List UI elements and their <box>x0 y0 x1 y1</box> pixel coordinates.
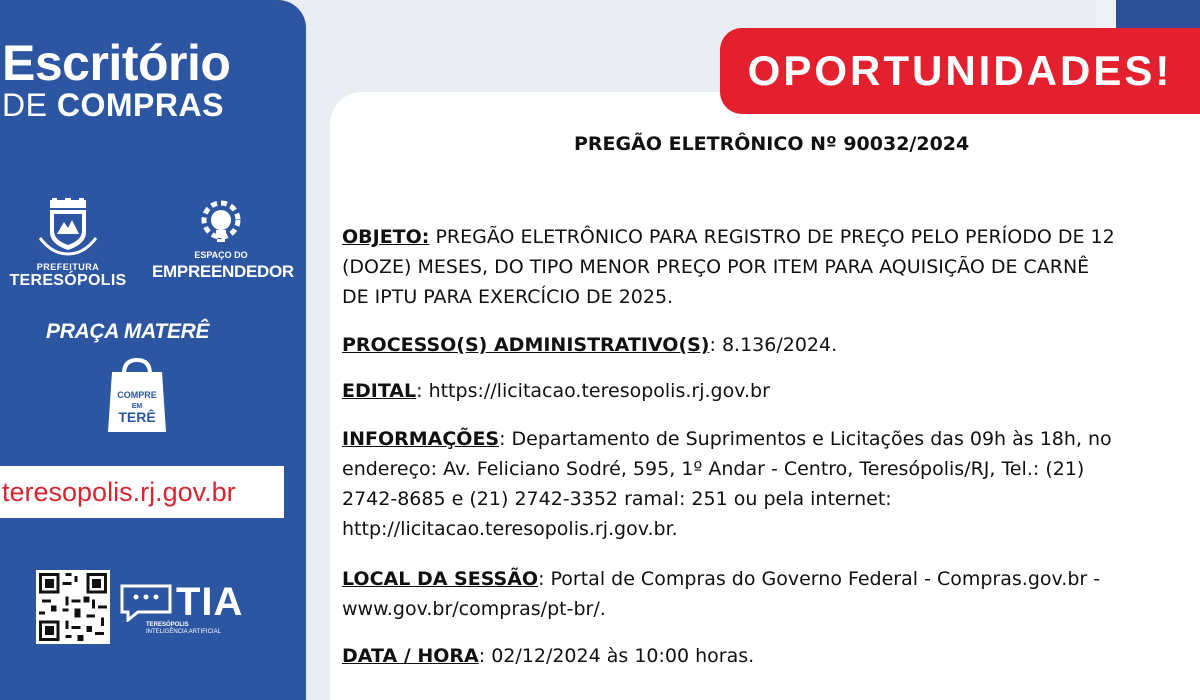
local-section <box>342 564 1200 624</box>
shopping-bag-icon <box>106 356 168 434</box>
processo-section <box>342 330 1200 360</box>
sidebar-panel <box>0 0 306 700</box>
espaco-empreendedor-logo <box>152 200 294 282</box>
info-line1 <box>342 424 1200 454</box>
qr-code <box>36 570 110 644</box>
brand-line2-prefix: DE <box>2 87 48 123</box>
local-text-2[interactable]: www.gov.br/compras/pt-br/. <box>342 598 606 620</box>
empreendedor-label: EMPREENDEDOR <box>152 262 294 281</box>
info-word: (21) <box>469 488 509 510</box>
brand-line2 <box>2 88 230 122</box>
page-title: PREGÃO ELETRÔNICO Nº 90032/2024 <box>574 133 970 155</box>
info-word: e <box>451 488 464 510</box>
info-word: ou <box>733 488 758 510</box>
bag-line3: TERÊ <box>118 409 156 425</box>
banner-text: OPORTUNIDADES! <box>747 47 1173 94</box>
tia-label: TIA <box>176 580 244 624</box>
info-word: pela <box>763 488 805 510</box>
objeto-line1 <box>342 222 1200 252</box>
oportunidades-banner <box>720 28 1200 114</box>
bag-line1: COMPRE <box>117 390 157 400</box>
prefeitura-logo <box>6 198 130 290</box>
tia-sub1: TERESÓPOLIS <box>146 622 189 628</box>
data-hora-section <box>342 641 1200 671</box>
coat-of-arms-icon <box>36 198 100 256</box>
info-line3 <box>342 484 1200 514</box>
objeto-label: OBJETO: <box>342 226 430 248</box>
local-line1 <box>342 564 1200 594</box>
tia-sub2: INTELIGÊNCIA ARTIFICIAL <box>146 629 221 635</box>
brand-line1: Escritório <box>2 35 231 91</box>
info-text-1: : Departamento de Suprimentos e Licitações das 09h às 18h, no <box>499 428 1112 450</box>
data-hora-label: DATA / HORA <box>342 645 479 667</box>
prefeitura-label: PREFEITURA <box>36 262 100 272</box>
info-label: INFORMAÇÕES <box>342 428 500 450</box>
edital-value[interactable]: : https://licitacao.teresopolis.rj.gov.br <box>416 380 770 402</box>
brand-line2-main: COMPRAS <box>56 87 224 123</box>
edital-section <box>342 376 1200 406</box>
website-link[interactable]: teresopolis.rj.gov.br <box>2 476 236 507</box>
info-word: internet: <box>810 488 892 510</box>
objeto-section <box>342 222 1200 312</box>
prefeitura-city: TERESÓPOLIS <box>9 272 127 289</box>
brand-logo <box>2 35 231 123</box>
processo-value: : 8.136/2024. <box>709 334 838 356</box>
objeto-text-1: PREGÃO ELETRÔNICO PARA REGISTRO DE PREÇO PELO PERÍODO DE 12 <box>435 226 1115 248</box>
espaco-label: ESPAÇO DO <box>194 250 248 260</box>
info-text-2: endereço: Av. Feliciano Sodré, 595, 1º Andar - Centro, Teresópolis/RJ, Tel.: (21) <box>342 458 1085 480</box>
data-hora-value: : 02/12/2024 às 10:00 horas. <box>478 645 755 667</box>
info-word: 2742-8685 <box>342 488 446 510</box>
info-text-4[interactable]: http://licitacao.teresopolis.rj.gov.br. <box>342 518 678 540</box>
lightbulb-gear-icon <box>198 200 244 246</box>
info-word: 2742-3352 <box>514 488 619 510</box>
informacoes-section <box>342 424 1200 544</box>
edital-label: EDITAL <box>342 380 417 402</box>
local-label: LOCAL DA SESSÃO <box>342 568 539 590</box>
website-box[interactable] <box>0 466 284 518</box>
info-word: 251 <box>691 488 728 510</box>
info-word: ramal: <box>624 488 686 510</box>
objeto-text-3: DE IPTU PARA EXERCÍCIO DE 2025. <box>342 286 674 308</box>
praca-matere-logo: PRAÇA MATERÊ <box>46 320 210 343</box>
chat-bubble-icon <box>118 582 174 622</box>
processo-label: PROCESSO(S) ADMINISTRATIVO(S) <box>342 334 710 356</box>
bag-line2: EM <box>131 403 143 410</box>
local-text-1: : Portal de Compras do Governo Federal - Compras.gov.br - <box>538 568 1101 590</box>
objeto-text-2: (DOZE) MESES, DO TIPO MENOR PREÇO POR ITEM PARA AQUISIÇÃO DE CARNÊ <box>342 256 1090 278</box>
